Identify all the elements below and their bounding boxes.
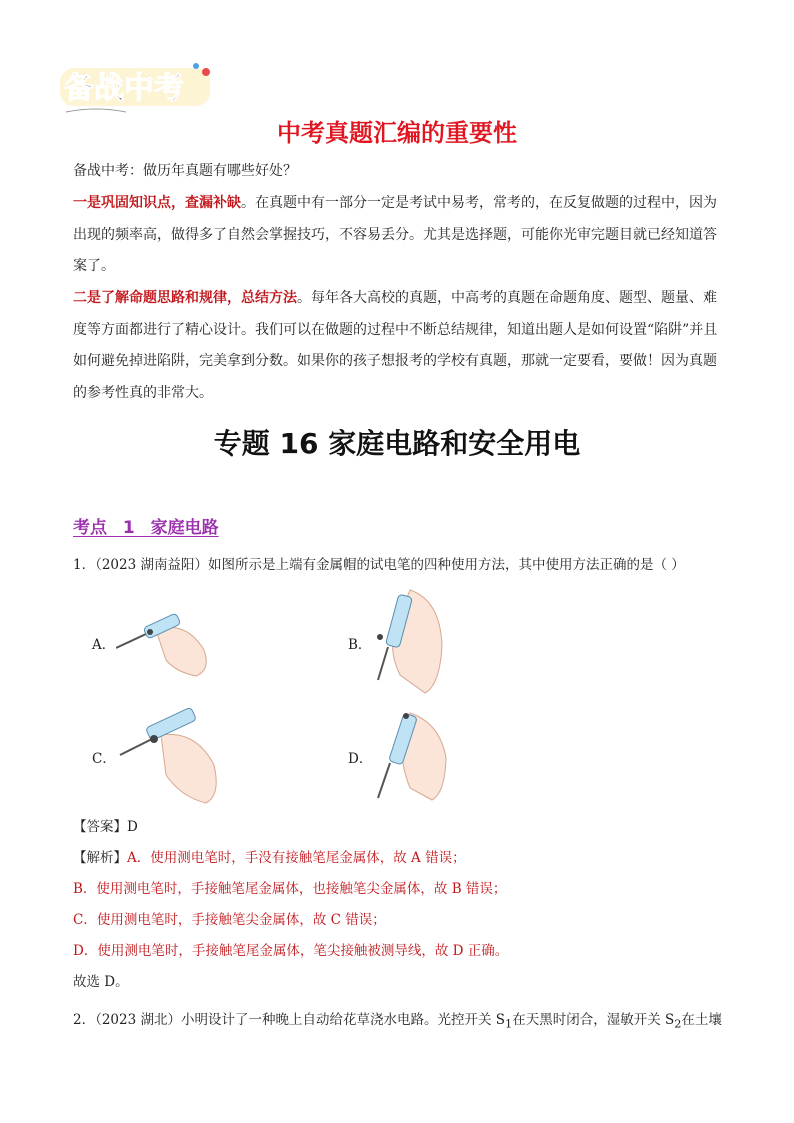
section-heading: 考点 1 家庭电路 — [73, 518, 219, 538]
intro-question: 备战中考：做历年真题有哪些好处？ — [73, 163, 297, 179]
option-b-label: B． — [348, 637, 372, 653]
point-2-heading: 二是了解命题思路和规律，总结方法 — [73, 290, 297, 306]
analysis-d: D．使用测电笔时，手接触笔尾金属体，笔尖接触被测导线，故 D 正确。 — [73, 943, 509, 959]
point-1-heading: 一是巩固知识点，查漏补缺 — [73, 195, 241, 211]
q2-text-a: 2．（2023 湖北）小明设计了一种晚上自动给花草浇水电路。光控开关 S — [73, 1012, 506, 1028]
analysis-line-1 — [73, 846, 466, 866]
q2-text-c: 在土壤 — [681, 1012, 722, 1028]
topic-title: 专题 16 家庭电路和安全用电 — [213, 427, 581, 460]
option-b-image — [370, 585, 460, 695]
question-2-stem — [73, 1008, 733, 1031]
main-title: 中考真题汇编的重要性 — [277, 119, 517, 147]
intro-point-1 — [73, 188, 723, 283]
option-c-image — [116, 705, 226, 805]
analysis-a: A．使用测电笔时，手没有接触笔尾金属体，故 A 错误； — [127, 850, 466, 866]
option-a-image — [116, 610, 216, 680]
conclusion: 故选 D。 — [73, 974, 129, 990]
logo — [56, 60, 216, 118]
intro-point-2 — [73, 283, 723, 409]
q2-sub-2: 2 — [674, 1017, 682, 1031]
analysis-label: 【解析】 — [73, 850, 127, 866]
point-1-text: 。在真题中有一部分一定是考试中易考，常考的，在反复做题的过程中，因为出现的频率高，做得多了自然会掌握技巧，不容易丢分。尤其是选择题，可能你光审完题目就已经知道答案了。 — [73, 195, 717, 274]
q2-sub-1: 1 — [505, 1017, 513, 1031]
q2-text-b: 在天黑时闭合，湿敏开关 S — [512, 1012, 675, 1028]
option-d-label: D． — [348, 751, 373, 767]
answer: 【答案】D — [73, 819, 138, 835]
analysis-b: B．使用测电笔时，手接触笔尾金属体，也接触笔尖金属体，故 B 错误； — [73, 881, 507, 897]
point-2-text: 。每年各大高校的真题，中高考的真题在命题角度、题型、题量、难度等方面都进行了精心设计。我们可以在做题的过程中不断总结规律，知道出题人是如何设置“陷阱”并且如何避免掉进陷阱，完美拿到分数。如果你的孩子想报考的学校有真题，那就一定要看，要做！因为真题的参考性真的非常大。 — [73, 290, 718, 401]
option-c-label: C． — [92, 751, 116, 767]
option-d-image — [370, 708, 460, 803]
analysis-c: C．使用测电笔时，手接触笔尖金属体，故 C 错误； — [73, 912, 386, 928]
logo-text: 备战中考 — [64, 71, 184, 106]
question-1-stem: 1．（2023 湖南益阳）如图所示是上端有金属帽的试电笔的四种使用方法，其中使用方法正确的是（ ） — [73, 557, 685, 573]
option-a-label: A． — [92, 637, 116, 653]
